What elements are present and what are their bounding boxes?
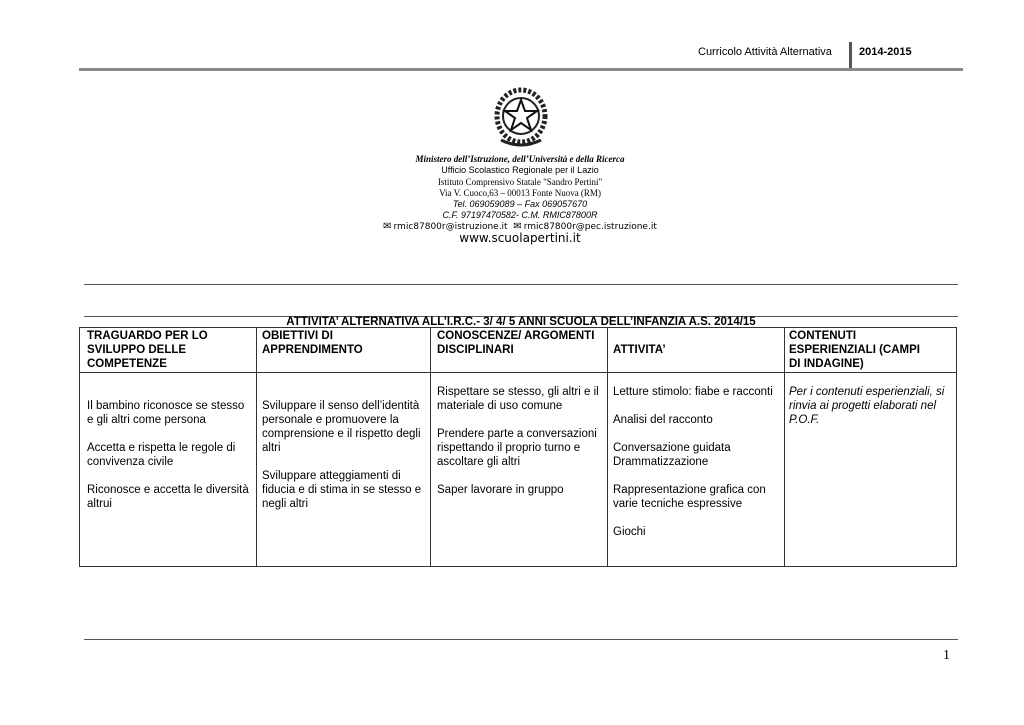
document-title: Curricolo Attività Alternativa (698, 46, 832, 58)
school-address: Via V. Cuoco,63 – 00013 Fonte Nuova (RM) (439, 188, 601, 198)
header-obiettivi: OBIETTIVI DI APPRENDIMENTO (262, 330, 363, 356)
envelope-icon: ✉ (513, 221, 522, 232)
phone-fax: Tel. 069059089 – Fax 069057670 (452, 199, 588, 209)
footer-rule (84, 639, 958, 640)
divider (84, 284, 958, 285)
cell-contenuti (789, 385, 951, 441)
page-number: 1 (943, 648, 950, 663)
table-cell-text: Per i contenuti esperienziali, si rinvia ai progetti elaborati nel P.O.F. (789, 386, 945, 426)
ministry-name: Ministero dell’Istruzione, dell’Università e della Ricerca (415, 154, 625, 164)
header-attivita: ATTIVITA’ (613, 344, 666, 356)
cell-attivita (613, 385, 779, 553)
pec-email-link[interactable]: rmic87800r@pec.istruzione.it (523, 222, 657, 232)
table-cell-text: Letture stimolo: fiabe e racconti (613, 386, 773, 398)
table-cell-text: Analisi del racconto (613, 414, 713, 426)
curriculum-table (79, 327, 957, 567)
cell-conoscenze (437, 385, 604, 511)
header-separator (849, 42, 852, 70)
header-contenuti: CONTENUTI ESPERIENZIALI (CAMPI DI INDAGINE) (789, 330, 920, 370)
header-conoscenze: CONOSCENZE/ ARGOMENTI DISCIPLINARI (437, 330, 595, 356)
table-cell-text: Sviluppare atteggiamenti di fiducia e di stima in se stesso e negli altri (262, 470, 422, 510)
cell-traguardo (87, 399, 252, 525)
table-cell-text: Accetta e rispetta le regole di convivenza civile (87, 442, 236, 468)
column-border (430, 328, 431, 566)
school-year: 2014-2015 (859, 46, 912, 58)
fiscal-codes: C.F. 97197470582- C.M. RMIC87800R (442, 210, 598, 220)
email-link[interactable]: rmic87800r@istruzione.it (393, 222, 508, 232)
school-name: Istituto Comprensivo Statale "Sandro Pertini" (437, 177, 603, 187)
table-cell-text: Rispettare se stesso, gli altri e il materiale di uso comune (437, 386, 599, 412)
table-cell-text: Il bambino riconosce se stesso e gli altri come persona (87, 400, 245, 426)
table-cell-text: Giochi (613, 526, 646, 538)
table-cell-text: Conversazione guidata Drammatizzazione (613, 442, 731, 468)
table-cell-text: Riconosce e accetta le diversità altrui (87, 484, 249, 510)
table-cell-text: Sviluppare il senso dell’identità personale e promuovere la comprensione e il rispetto degli altri (262, 400, 421, 454)
cell-obiettivi (262, 399, 424, 525)
table-cell-text: Rappresentazione grafica con varie tecniche espressive (613, 484, 766, 510)
website-link[interactable]: www.scuolapertini.it (459, 231, 581, 245)
column-border (607, 328, 608, 566)
header-traguardo: TRAGUARDO PER LO SVILUPPO DELLE COMPETENZE (87, 330, 208, 370)
regional-office: Ufficio Scolastico Regionale per il Lazio (441, 165, 599, 175)
column-border (784, 328, 785, 566)
table-title: ATTIVITA’ ALTERNATIVA ALL’I.R.C.- 3/ 4/ 5 ANNI SCUOLA DELL’INFANZIA A.S. 2014/15 (286, 316, 756, 328)
header-rule (79, 68, 963, 71)
envelope-icon: ✉ (383, 221, 392, 232)
italian-republic-emblem (491, 86, 551, 150)
table-cell-text: Prendere parte a conversazioni rispettando il proprio turno e ascoltare gli altri (437, 428, 597, 468)
header-row-border (80, 372, 956, 373)
column-border (256, 328, 257, 566)
table-cell-text: Saper lavorare in gruppo (437, 484, 564, 496)
